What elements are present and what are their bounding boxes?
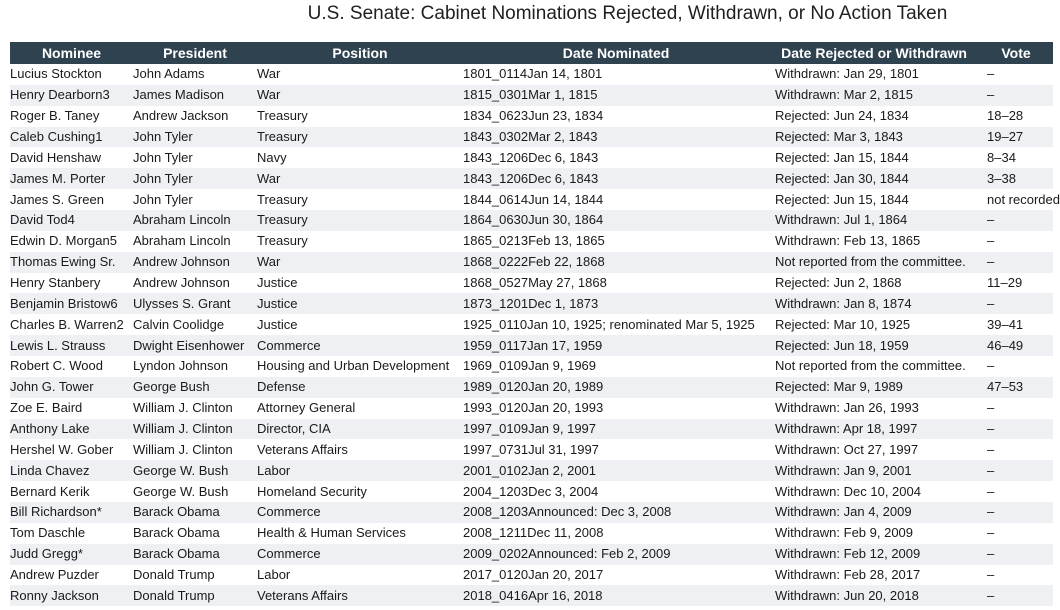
cell-president: John Tyler (133, 168, 257, 189)
cell-date-rejected: Withdrawn: Dec 10, 2004 (769, 481, 979, 502)
cell-vote: – (979, 502, 1053, 523)
cell-nominee: Anthony Lake (10, 419, 133, 440)
header-vote[interactable]: Vote (979, 42, 1053, 64)
cell-vote: 46–49 (979, 335, 1053, 356)
table-row (10, 85, 1053, 106)
table-row (10, 293, 1053, 314)
cell-position: War (257, 252, 463, 273)
cell-date-nominated: 1864_0630Jun 30, 1864 (463, 210, 769, 231)
cell-date-nominated: 1865_0213Feb 13, 1865 (463, 231, 769, 252)
cell-vote: – (979, 210, 1053, 231)
cell-president: William J. Clinton (133, 419, 257, 440)
cell-date-nominated: 1993_0120Jan 20, 1993 (463, 398, 769, 419)
header-date-nominated[interactable]: Date Nominated (463, 42, 769, 64)
cell-date-rejected: Rejected: Mar 10, 1925 (769, 314, 979, 335)
cell-president: Barack Obama (133, 502, 257, 523)
table-row (10, 314, 1053, 335)
table-row (10, 398, 1053, 419)
table-row (10, 481, 1053, 502)
cell-position: Director, CIA (257, 419, 463, 440)
table-row (10, 210, 1053, 231)
cell-nominee: David Henshaw (10, 147, 133, 168)
cell-date-rejected: Rejected: Jun 24, 1834 (769, 106, 979, 127)
cell-date-nominated: 1868_0527May 27, 1868 (463, 273, 769, 294)
table-body (10, 64, 1060, 606)
cell-nominee: Tom Daschle (10, 523, 133, 544)
cell-date-rejected: Withdrawn: Jun 20, 2018 (769, 585, 979, 606)
cell-position: Veterans Affairs (257, 439, 463, 460)
cell-president: Dwight Eisenhower (133, 335, 257, 356)
cell-date-nominated: 2009_0202Announced: Feb 2, 2009 (463, 544, 769, 565)
cell-vote: 18–28 (979, 106, 1053, 127)
cell-date-rejected: Withdrawn: Jan 8, 1874 (769, 293, 979, 314)
cell-date-nominated: 1969_0109Jan 9, 1969 (463, 356, 769, 377)
cell-vote: 8–34 (979, 147, 1053, 168)
cell-nominee: Roger B. Taney (10, 106, 133, 127)
table-row (10, 168, 1053, 189)
cell-vote: – (979, 64, 1053, 85)
cell-date-rejected: Withdrawn: Mar 2, 1815 (769, 85, 979, 106)
cell-nominee: David Tod4 (10, 210, 133, 231)
cell-position: Navy (257, 147, 463, 168)
cell-position: Commerce (257, 502, 463, 523)
cell-nominee: Thomas Ewing Sr. (10, 252, 133, 273)
header-position[interactable]: Position (257, 42, 463, 64)
cell-position: Commerce (257, 544, 463, 565)
cell-date-rejected: Rejected: Jun 18, 1959 (769, 335, 979, 356)
cell-position: Treasury (257, 127, 463, 148)
cell-date-rejected: Withdrawn: Jan 4, 2009 (769, 502, 979, 523)
cell-vote: – (979, 85, 1053, 106)
cell-vote: 11–29 (979, 273, 1053, 294)
cell-president: John Adams (133, 64, 257, 85)
cell-vote: 3–38 (979, 168, 1053, 189)
cell-nominee: Ronny Jackson (10, 585, 133, 606)
table-row (10, 231, 1053, 252)
cell-nominee: Judd Gregg* (10, 544, 133, 565)
cell-president: Abraham Lincoln (133, 210, 257, 231)
cell-date-nominated: 1959_0117Jan 17, 1959 (463, 335, 769, 356)
cell-date-rejected: Withdrawn: Feb 9, 2009 (769, 523, 979, 544)
cell-date-rejected: Rejected: Jan 15, 1844 (769, 147, 979, 168)
cell-vote: – (979, 544, 1053, 565)
cell-president: William J. Clinton (133, 439, 257, 460)
cell-vote: 47–53 (979, 377, 1053, 398)
cell-nominee: Lucius Stockton (10, 64, 133, 85)
cell-nominee: Henry Dearborn3 (10, 85, 133, 106)
table-row (10, 502, 1053, 523)
cell-vote: not recorded (979, 189, 1053, 210)
cell-nominee: Andrew Puzder (10, 565, 133, 586)
cell-vote: – (979, 460, 1053, 481)
cell-president: John Tyler (133, 189, 257, 210)
cell-date-rejected: Rejected: Mar 9, 1989 (769, 377, 979, 398)
cell-date-nominated: 1868_0222Feb 22, 1868 (463, 252, 769, 273)
cell-nominee: Linda Chavez (10, 460, 133, 481)
cell-date-nominated: 1843_0302Mar 2, 1843 (463, 127, 769, 148)
cell-date-nominated: 1925_0110Jan 10, 1925; renominated Mar 5, 1925 (463, 314, 769, 335)
cell-position: Labor (257, 460, 463, 481)
cell-date-nominated: 1997_0109Jan 9, 1997 (463, 419, 769, 440)
cell-date-nominated: 1815_0301Mar 1, 1815 (463, 85, 769, 106)
cell-nominee: Lewis L. Strauss (10, 335, 133, 356)
table-row (10, 544, 1053, 565)
cell-president: George W. Bush (133, 481, 257, 502)
header-date-rejected[interactable]: Date Rejected or Withdrawn (769, 42, 979, 64)
cell-date-rejected: Not reported from the committee. (769, 356, 979, 377)
cell-nominee: Benjamin Bristow6 (10, 293, 133, 314)
cell-nominee: Zoe E. Baird (10, 398, 133, 419)
cell-position: Treasury (257, 210, 463, 231)
cell-position: Treasury (257, 106, 463, 127)
cell-nominee: James S. Green (10, 189, 133, 210)
cell-date-nominated: 2008_1211Dec 11, 2008 (463, 523, 769, 544)
cell-position: Housing and Urban Development (257, 356, 463, 377)
cell-position: Health & Human Services (257, 523, 463, 544)
cell-vote: 19–27 (979, 127, 1053, 148)
cell-position: Commerce (257, 335, 463, 356)
table-row (10, 106, 1053, 127)
table-row (10, 585, 1053, 606)
cell-position: Justice (257, 273, 463, 294)
cell-president: George Bush (133, 377, 257, 398)
cell-president: John Tyler (133, 127, 257, 148)
cell-date-nominated: 2018_0416Apr 16, 2018 (463, 585, 769, 606)
cell-nominee: Bernard Kerik (10, 481, 133, 502)
table-row (10, 356, 1053, 377)
cell-date-nominated: 2017_0120Jan 20, 2017 (463, 565, 769, 586)
cell-nominee: Hershel W. Gober (10, 439, 133, 460)
table-row (10, 147, 1053, 168)
cell-date-nominated: 2001_0102Jan 2, 2001 (463, 460, 769, 481)
cell-president: Ulysses S. Grant (133, 293, 257, 314)
cell-president: George W. Bush (133, 460, 257, 481)
table-row (10, 439, 1053, 460)
cell-vote: – (979, 585, 1053, 606)
cell-position: Defense (257, 377, 463, 398)
cell-date-nominated: 1801_0114Jan 14, 1801 (463, 64, 769, 85)
cell-date-nominated: 1844_0614Jun 14, 1844 (463, 189, 769, 210)
cell-nominee: John G. Tower (10, 377, 133, 398)
cell-position: Attorney General (257, 398, 463, 419)
cell-vote: – (979, 231, 1053, 252)
cell-date-rejected: Rejected: Jun 15, 1844 (769, 189, 979, 210)
cell-vote: – (979, 293, 1053, 314)
cell-president: Andrew Jackson (133, 106, 257, 127)
cell-date-nominated: 1843_1206Dec 6, 1843 (463, 147, 769, 168)
cell-date-nominated: 1997_0731Jul 31, 1997 (463, 439, 769, 460)
cell-position: War (257, 168, 463, 189)
cell-nominee: Henry Stanbery (10, 273, 133, 294)
cell-date-rejected: Withdrawn: Jul 1, 1864 (769, 210, 979, 231)
cell-president: Andrew Johnson (133, 252, 257, 273)
table-row (10, 273, 1053, 294)
cell-date-rejected: Withdrawn: Oct 27, 1997 (769, 439, 979, 460)
cell-nominee: Charles B. Warren2 (10, 314, 133, 335)
cell-vote: – (979, 523, 1053, 544)
cell-president: William J. Clinton (133, 398, 257, 419)
cell-president: Andrew Johnson (133, 273, 257, 294)
cell-date-rejected: Rejected: Mar 3, 1843 (769, 127, 979, 148)
cell-date-rejected: Rejected: Jun 2, 1868 (769, 273, 979, 294)
cell-nominee: Caleb Cushing1 (10, 127, 133, 148)
cell-president: Calvin Coolidge (133, 314, 257, 335)
table-row (10, 419, 1053, 440)
cell-position: Justice (257, 314, 463, 335)
header-nominee[interactable]: Nominee (10, 42, 133, 64)
cell-date-rejected: Not reported from the committee. (769, 252, 979, 273)
cell-date-nominated: 1989_0120Jan 20, 1989 (463, 377, 769, 398)
table-header (10, 42, 1053, 64)
cell-vote: – (979, 439, 1053, 460)
cell-president: Donald Trump (133, 585, 257, 606)
header-row (10, 42, 1053, 64)
table-row (10, 377, 1053, 398)
cell-president: Barack Obama (133, 544, 257, 565)
cell-date-nominated: 1873_1201Dec 1, 1873 (463, 293, 769, 314)
table-row (10, 523, 1053, 544)
cell-position: Treasury (257, 189, 463, 210)
cell-date-rejected: Withdrawn: Feb 28, 2017 (769, 565, 979, 586)
cell-nominee: Edwin D. Morgan5 (10, 231, 133, 252)
cell-vote: – (979, 419, 1053, 440)
cell-position: War (257, 85, 463, 106)
cell-president: Barack Obama (133, 523, 257, 544)
page-title: U.S. Senate: Cabinet Nominations Rejected, Withdrawn, or No Action Taken (307, 3, 948, 24)
cell-position: Veterans Affairs (257, 585, 463, 606)
table-row (10, 189, 1053, 210)
table-row (10, 127, 1053, 148)
cell-date-rejected: Withdrawn: Feb 13, 1865 (769, 231, 979, 252)
cell-president: Abraham Lincoln (133, 231, 257, 252)
cell-date-nominated: 2008_1203Announced: Dec 3, 2008 (463, 502, 769, 523)
cell-president: Donald Trump (133, 565, 257, 586)
cell-vote: – (979, 356, 1053, 377)
cell-vote: – (979, 398, 1053, 419)
cell-date-rejected: Withdrawn: Apr 18, 1997 (769, 419, 979, 440)
cell-position: Justice (257, 293, 463, 314)
table-row (10, 565, 1053, 586)
cell-vote: – (979, 565, 1053, 586)
cell-president: John Tyler (133, 147, 257, 168)
cell-nominee: James M. Porter (10, 168, 133, 189)
cell-date-rejected: Withdrawn: Jan 29, 1801 (769, 64, 979, 85)
header-president[interactable]: President (133, 42, 257, 64)
table-row (10, 64, 1053, 85)
cell-date-nominated: 2004_1203Dec 3, 2004 (463, 481, 769, 502)
cell-position: War (257, 64, 463, 85)
cell-date-rejected: Withdrawn: Jan 9, 2001 (769, 460, 979, 481)
cell-president: Lyndon Johnson (133, 356, 257, 377)
cell-date-nominated: 1843_1206Dec 6, 1843 (463, 168, 769, 189)
cell-date-nominated: 1834_0623Jun 23, 1834 (463, 106, 769, 127)
nominations-table (10, 42, 1060, 606)
table-row (10, 460, 1053, 481)
cell-vote: 39–41 (979, 314, 1053, 335)
table-row (10, 335, 1053, 356)
cell-position: Homeland Security (257, 481, 463, 502)
cell-position: Treasury (257, 231, 463, 252)
cell-nominee: Robert C. Wood (10, 356, 133, 377)
table-row (10, 252, 1053, 273)
cell-nominee: Bill Richardson* (10, 502, 133, 523)
cell-position: Labor (257, 565, 463, 586)
cell-date-rejected: Withdrawn: Jan 26, 1993 (769, 398, 979, 419)
cell-date-rejected: Withdrawn: Feb 12, 2009 (769, 544, 979, 565)
cell-president: James Madison (133, 85, 257, 106)
cell-vote: – (979, 481, 1053, 502)
cell-vote: – (979, 252, 1053, 273)
cell-date-rejected: Rejected: Jan 30, 1844 (769, 168, 979, 189)
